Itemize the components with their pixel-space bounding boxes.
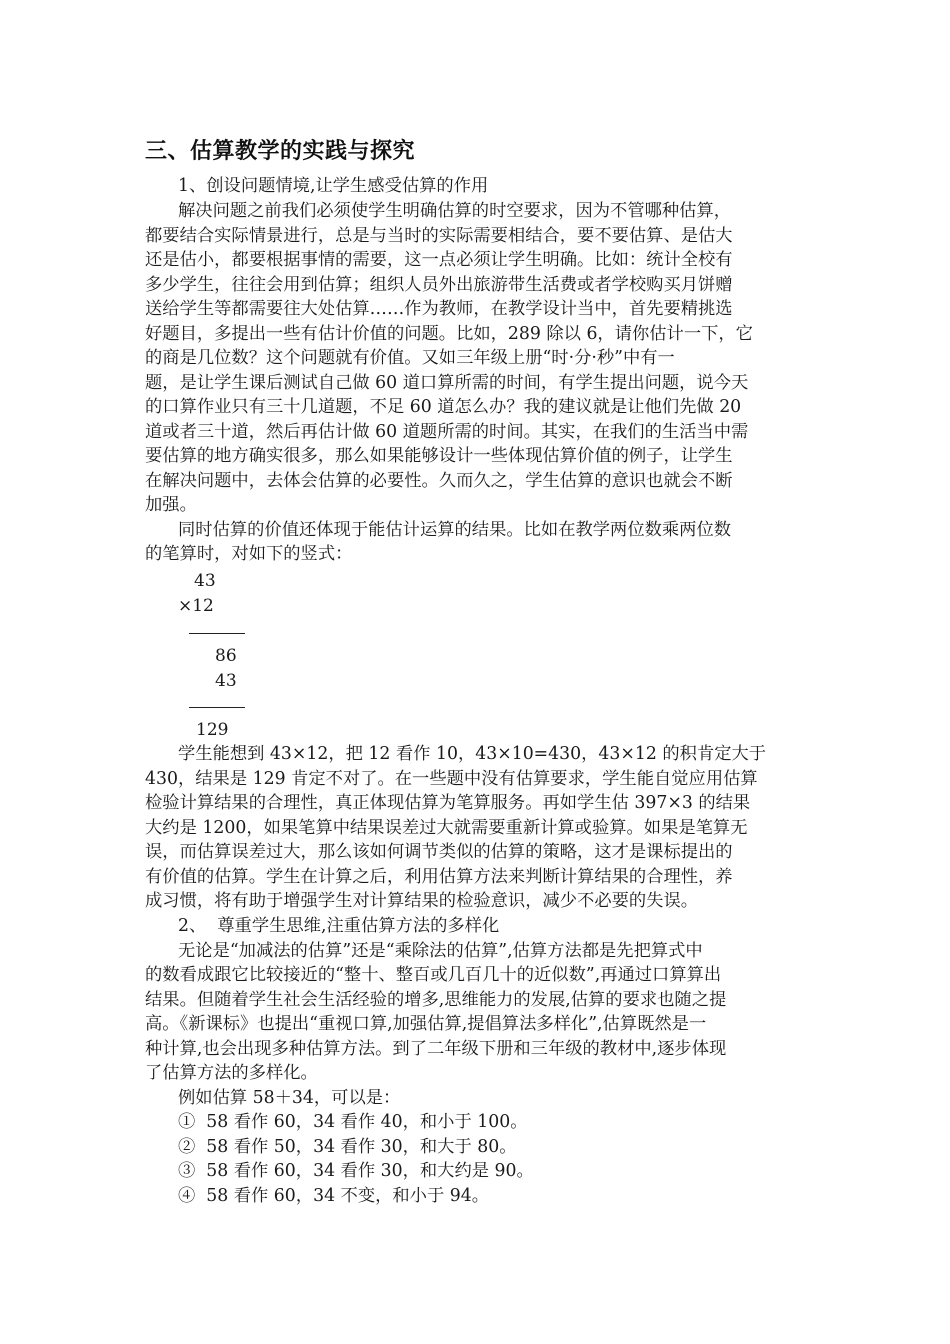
- section-title: 三、估算教学的实践与探究: [145, 139, 416, 164]
- para3-line: 检验计算结果的合理性，真正体现估算为笔算服务。再如学生估 397×3 的结果: [145, 793, 751, 813]
- calc-multiplier: ×12: [178, 596, 214, 616]
- para1-line: 题，是让学生课后测试自己做 60 道口算所需的时间，有学生提出问题，说今天: [145, 373, 749, 393]
- calc-partial-product: 43: [215, 671, 237, 691]
- para1-line: 道或者三十道，然后再估计做 60 道题所需的时间。其实，在我们的生活当中需: [145, 422, 749, 442]
- para1-line: 多少学生，往往会用到估算；组织人员外出旅游带生活费或者学校购买月饼赠: [145, 275, 733, 295]
- para4-line: 高。《新课标》也提出“重视口算,加强估算,提倡算法多样化”,估算既然是一: [145, 1014, 707, 1034]
- example-item: ① 58 看作 60，34 看作 40，和小于 100。: [178, 1112, 528, 1132]
- para4-line: 结果。但随着学生社会生活经验的增多,思维能力的发展,估算的要求也随之提: [145, 990, 727, 1010]
- para1-line: 还是估小，都要根据事情的需要，这一点必须让学生明确。比如：统计全校有: [145, 250, 733, 270]
- para4-line: 无论是“加减法的估算”还是“乘除法的估算”,估算方法都是先把算式中: [178, 941, 703, 961]
- para1-line: 都要结合实际情景进行，总是与当时的实际需要相结合，要不要估算、是估大: [145, 226, 733, 246]
- para1-line: 要估算的地方确实很多，那么如果能够设计一些体现估算价值的例子，让学生: [145, 446, 733, 466]
- para4-line: 种计算,也会出现多种估算方法。到了二年级下册和三年级的教材中,逐步体现: [145, 1039, 727, 1059]
- calc-multiplicand: 43: [194, 571, 216, 591]
- example-item: ④ 58 看作 60，34 不变，和小于 94。: [178, 1186, 490, 1206]
- para1-line: 在解决问题中，去体会估算的必要性。久而久之，学生估算的意识也就会不断: [145, 471, 733, 491]
- calc-rule: [189, 633, 245, 634]
- para3-line: 学生能想到 43×12，把 12 看作 10，43×10=430，43×12 的积肯定大于: [178, 744, 767, 764]
- para1-line: 解决问题之前我们必须使学生明确估算的时空要求，因为不管哪种估算，: [178, 201, 732, 221]
- subsection-2-title: 2、 尊重学生思维,注重估算方法的多样化: [178, 916, 500, 936]
- para3-line: 误，而估算误差过大，那么该如何调节类似的估算的策略，这才是课标提出的: [145, 842, 733, 862]
- para1-line: 的口算作业只有三十几道题，不足 60 道怎么办？我的建议就是让他们先做 20: [145, 397, 742, 417]
- para4-line: 了估算方法的多样化。: [145, 1063, 318, 1083]
- para1-line: 加强。: [145, 495, 197, 515]
- para3-line: 有价值的估算。学生在计算之后，利用估算方法来判断计算结果的合理性，养: [145, 867, 733, 887]
- para3-line: 成习惯，将有助于增强学生对计算结果的检验意识，减少不必要的失误。: [145, 891, 699, 911]
- example-intro: 例如估算 58＋34，可以是：: [178, 1088, 401, 1108]
- calc-rule: [189, 707, 245, 708]
- para1-line: 的商是几位数？这个问题就有价值。又如三年级上册“时·分·秒”中有一: [145, 348, 675, 368]
- para2-line: 的笔算时，对如下的竖式：: [145, 544, 353, 564]
- example-item: ② 58 看作 50，34 看作 30，和大于 80。: [178, 1137, 517, 1157]
- para3-line: 430，结果是 129 肯定不对了。在一些题中没有估算要求，学生能自觉应用估算: [145, 769, 758, 789]
- para3-line: 大约是 1200，如果笔算中结果误差过大就需要重新计算或验算。如果是笔算无: [145, 818, 748, 838]
- calc-partial-product: 86: [215, 646, 237, 666]
- subsection-1-title: 1、创设问题情境,让学生感受估算的作用: [178, 176, 489, 196]
- para4-line: 的数看成跟它比较接近的“整十、整百或几百几十的近似数”,再通过口算算出: [145, 965, 722, 985]
- calc-result: 129: [196, 720, 229, 740]
- para1-line: 好题目，多提出一些有估计价值的问题。比如，289 除以 6，请你估计一下，它: [145, 324, 753, 344]
- para2-line: 同时估算的价值还体现于能估计运算的结果。比如在教学两位数乘两位数: [178, 520, 732, 540]
- example-item: ③ 58 看作 60，34 看作 30，和大约是 90。: [178, 1161, 534, 1181]
- para1-line: 送给学生等都需要往大处估算……作为教师，在教学设计当中，首先要精挑选: [145, 299, 733, 319]
